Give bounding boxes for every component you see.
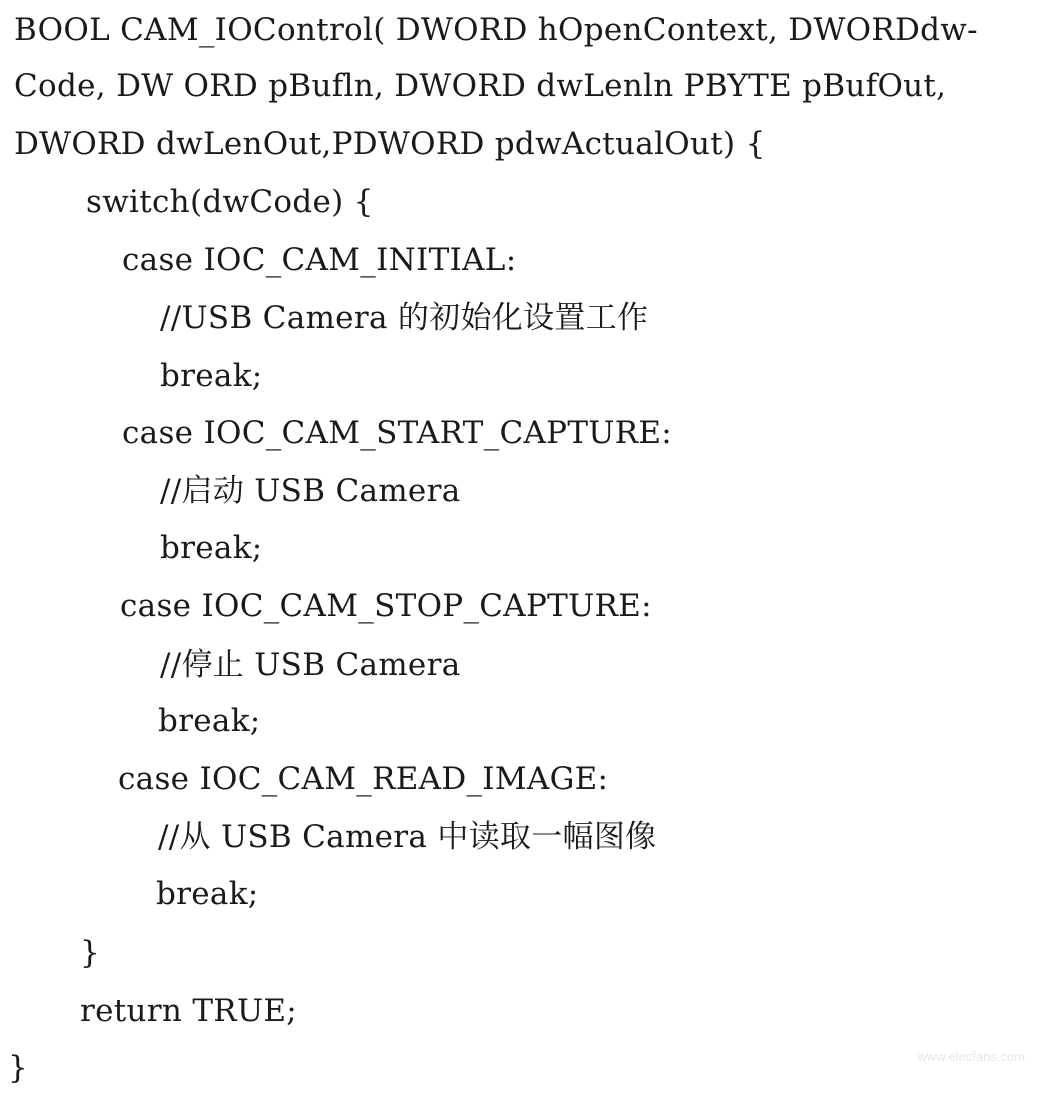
code-line: case IOC_CAM_READ_IMAGE: <box>118 761 609 797</box>
code-comment: //停止 USB Camera <box>160 647 461 683</box>
code-line: switch(dwCode) { <box>86 184 374 220</box>
code-line: return TRUE; <box>80 993 298 1029</box>
code-line: break; <box>158 703 261 739</box>
code-line: break; <box>160 530 263 566</box>
code-line: Code, DW ORD pBufln, DWORD dwLenln PBYTE pBufOut, <box>14 68 947 104</box>
code-comment: //启动 USB Camera <box>160 473 461 509</box>
code-line: break; <box>156 876 259 912</box>
watermark: www.elecfans.com <box>917 1049 1025 1064</box>
code-comment: //USB Camera 的初始化设置工作 <box>160 300 649 336</box>
code-line: DWORD dwLenOut,PDWORD pdwActualOut) { <box>14 126 766 162</box>
code-line: case IOC_CAM_INITIAL: <box>122 242 517 278</box>
code-line: case IOC_CAM_STOP_CAPTURE: <box>120 588 652 624</box>
code-line: break; <box>160 358 263 394</box>
code-line: BOOL CAM_IOControl( DWORD hOpenContext, DWORDdw- <box>14 12 978 48</box>
code-line: case IOC_CAM_START_CAPTURE: <box>122 415 673 451</box>
code-line: } <box>8 1050 29 1086</box>
code-line: } <box>80 935 101 971</box>
code-comment: //从 USB Camera 中读取一幅图像 <box>158 819 657 855</box>
